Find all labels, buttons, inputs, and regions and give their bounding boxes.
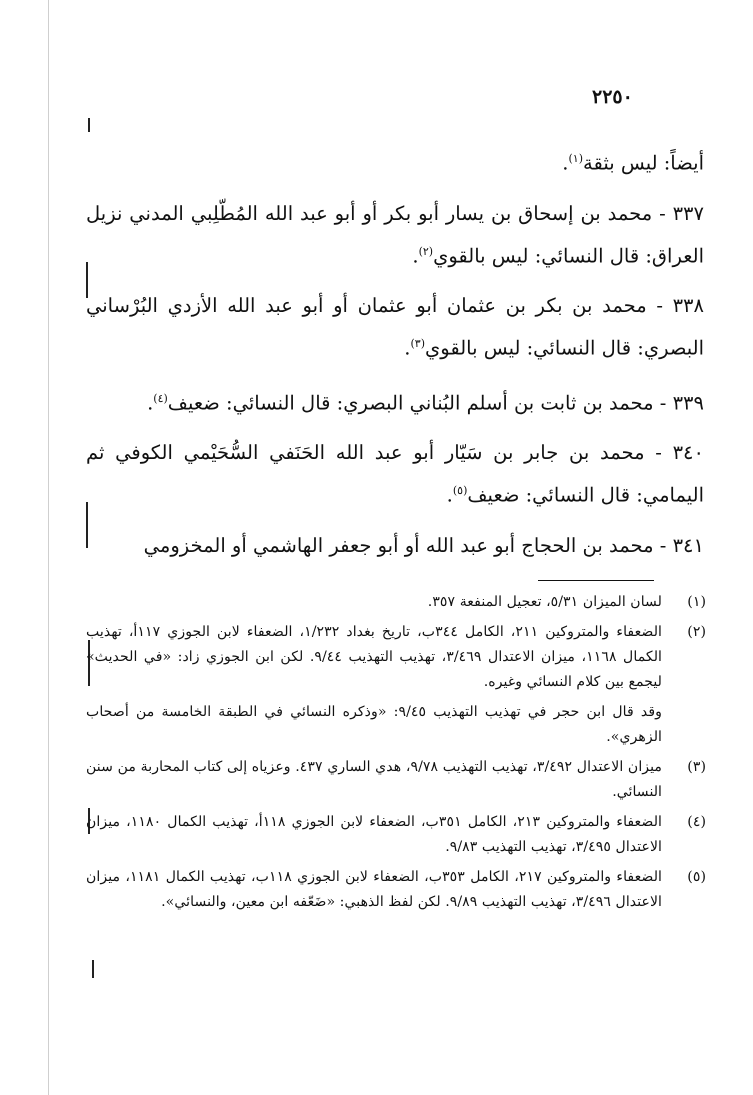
entry-text: محمد بن ثابت بن أسلم البُناني البصري: قال النسائي: ضعيف	[167, 391, 654, 414]
footnote-ref: (٥)	[452, 484, 468, 497]
footnote-label: (٥)	[687, 869, 706, 885]
lead-line: أيضاً: ليس بثقة$^{(١)}$.	[562, 151, 704, 175]
entry-number: ٣٣٩	[672, 391, 704, 414]
entry-text: محمد بن إسحاق بن يسار أبو بكر أو أبو عبد الله المُطّلِبي المدني نزيل العراق: قال النسائي: ليس بالقوي	[86, 201, 704, 267]
main-text	[86, 140, 704, 577]
entry: ٣٣٨ - محمد بن بكر بن عثمان أبو عثمان أو أبو عبد الله الأزدي البُرْساني البصري: قال النسائي: ليس بالقوي$^{(٣)}$.	[86, 294, 704, 360]
footnote-ref: (٢)	[418, 244, 434, 258]
footnote-text: لسان الميزان ٥/٣١، تعجيل المنفعة ٣٥٧.	[427, 594, 662, 610]
footnote	[86, 590, 706, 615]
footnote-ref: (٤)	[153, 391, 168, 405]
footnote-ref: (١)	[568, 152, 584, 165]
footnote-text: الضعفاء والمتروكين ٢١٣، الكامل ٣٥١ب، الضعفاء لابن الجوزي ١١٨أ، تهذيب الكمال ١١٨٠، ميزان الاعتدال ٣/٤٩٥، تهذيب التهذيب ٩/٨٣.	[86, 814, 662, 855]
footnote-label: (٤)	[687, 814, 706, 830]
footnote-label: (٢)	[687, 624, 706, 640]
scan-gutter-line	[48, 0, 49, 1095]
page-number: ٢٢٥٠	[592, 86, 633, 108]
footnote-text: الضعفاء والمتروكين ٢١٧، الكامل ٣٥٣ب، الضعفاء لابن الجوزي ١١٨ب، تهذيب الكمال ١١٨١، ميزان الاعتدال ٣/٤٩٦، تهذيب التهذيب ٩/٨٩. لكن لفظ الذهبي: «ضَعّفه ابن معين، والنسائي».	[86, 869, 663, 910]
footnote-ref: (٣)	[410, 337, 425, 350]
footnote-text: الضعفاء والمتروكين ٢١١، الكامل ٣٤٤ب، تاريخ بغداد ١/٢٣٢، الضعفاء لابن الجوزي ١١٧أ، تهذيب الكمال ١١٦٨، ميزان الاعتدال ٣/٤٦٩، تهذيب التهذيب ٩/٤٤. لكن ابن الجوزي زاد: «في الحديث» ليجمع بين كلام النسائي وغيره.	[86, 624, 663, 690]
lead-text: أيضاً: ليس بثقة	[583, 151, 704, 175]
entry: ٣٣٩ - محمد بن ثابت بن أسلم البُناني البصري: قال النسائي: ضعيف$^{(٤)}$.	[147, 391, 704, 414]
footnote	[86, 620, 706, 695]
entry-number: ٣٣٧	[672, 201, 704, 225]
footnote	[86, 755, 706, 805]
footnote-text: ميزان الاعتدال ٣/٤٩٢، تهذيب التهذيب ٩/٧٨، هدي الساري ٤٣٧. وعزياه إلى كتاب المحاربة من سنن النسائي.	[86, 759, 662, 800]
footnote-separator	[538, 580, 654, 581]
entry: ٣٤٠ - محمد بن جابر بن سَيّار أبو عبد الله الحَنَفي السُّحَيْمي الكوفي ثم اليمامي: قال النسائي: ضعيف$^{(٥)}$.	[86, 441, 704, 507]
footnote	[86, 810, 706, 860]
footnotes	[86, 590, 706, 920]
footnote-label: (١)	[687, 594, 706, 610]
entry-number: ٣٤١	[672, 533, 704, 557]
entry-text: محمد بن جابر بن سَيّار أبو عبد الله الحَنَفي السُّحَيْمي الكوفي ثم اليمامي: قال النسائي: ضعيف	[86, 441, 704, 507]
entry-text: محمد بن بكر بن عثمان أبو عثمان أو أبو عبد الله الأزدي البُرْساني البصري: قال النسائي: ليس بالقوي	[86, 294, 704, 360]
scan-margin-mark	[88, 118, 90, 132]
entry: ٣٣٧ - محمد بن إسحاق بن يسار أبو بكر أو أبو عبد الله المُطّلِبي المدني نزيل العراق: قال النسائي: ليس بالقوي$^{(٢)}$.	[86, 201, 704, 267]
footnote-label: (٣)	[687, 759, 706, 775]
entry-number: ٣٤٠	[672, 441, 704, 464]
entry-number: ٣٣٨	[672, 294, 704, 317]
entry: ٣٤١ - محمد بن الحجاج أبو عبد الله أو أبو جعفر الهاشمي أو المخزومي	[143, 533, 704, 557]
scan-margin-mark	[92, 960, 94, 978]
footnote	[86, 865, 706, 915]
footnote-continuation: وقد قال ابن حجر في تهذيب التهذيب ٩/٤٥: «وذكره النسائي في الطبقة الخامسة من أصحاب الزهري».	[86, 704, 663, 745]
entry-text: محمد بن الحجاج أبو عبد الله أو أبو جعفر الهاشمي أو المخزومي	[143, 533, 654, 557]
